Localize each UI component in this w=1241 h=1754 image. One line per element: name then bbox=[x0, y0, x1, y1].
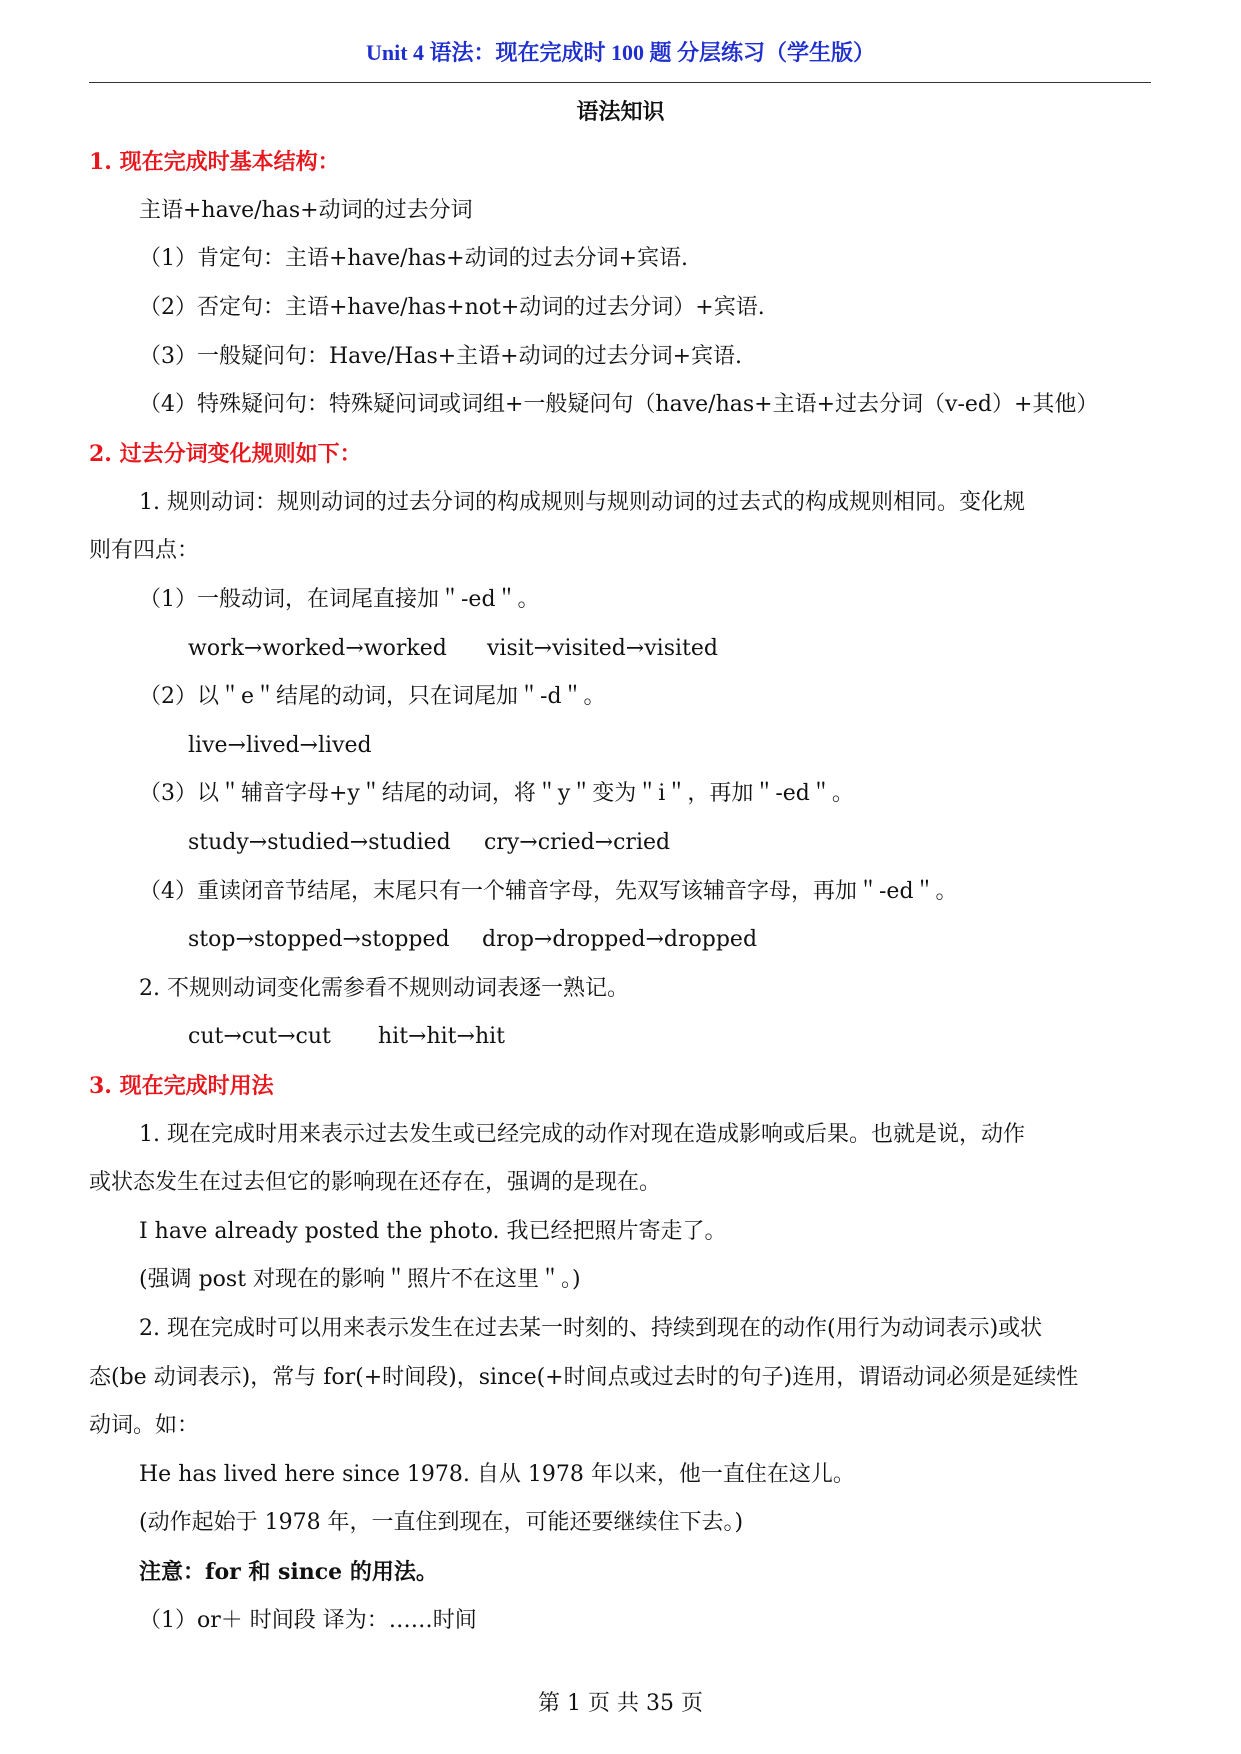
for-since-attention: 注意：for 和 since 的用法。 bbox=[139, 1559, 438, 1585]
irregular-example-2: hit→hit→hit bbox=[378, 1024, 506, 1049]
doc-title: 语法知识 bbox=[576, 99, 665, 125]
irregular-example-1: cut→cut→cut bbox=[188, 1024, 331, 1049]
section-2-heading: 2. 过去分词变化规则如下： bbox=[89, 441, 362, 467]
usage-1-note: (强调 post 对现在的影响＂照片不在这里＂。) bbox=[139, 1267, 581, 1292]
yes-no-question-rule: （3）一般疑问句：Have/Has+主语+动词的过去分词+宾语. bbox=[139, 344, 743, 369]
structure-formula: 主语+have/has+动词的过去分词 bbox=[139, 198, 473, 223]
affirmative-rule: （1）肯定句：主语+have/has+动词的过去分词+宾语. bbox=[139, 246, 689, 271]
usage-2-line3: 动词。如： bbox=[89, 1413, 200, 1438]
rule-4-example-2: drop→dropped→dropped bbox=[482, 927, 758, 952]
irregular-verbs-paragraph: 2. 不规则动词变化需参看不规则动词表逐一熟记。 bbox=[139, 976, 629, 1001]
header-divider bbox=[89, 82, 1151, 83]
rule-2-example-1: live→lived→lived bbox=[188, 733, 372, 758]
usage-2-line1: 2. 现在完成时可以用来表示发生在过去某一时刻的、持续到现在的动作(用行为动词表示)或状 bbox=[139, 1316, 1043, 1341]
rule-1: （1）一般动词，在词尾直接加＂-ed＂。 bbox=[139, 587, 540, 612]
regular-verbs-paragraph-line2: 则有四点： bbox=[89, 538, 200, 563]
for-usage-1: （1）or＋ 时间段 译为：……时间 bbox=[139, 1608, 477, 1633]
rule-2: （2）以＂e＂结尾的动词，只在词尾加＂-d＂。 bbox=[139, 684, 606, 709]
usage-2-note: (动作起始于 1978 年，一直住到现在，可能还要继续住下去。) bbox=[139, 1510, 744, 1535]
usage-1-line1: 1. 现在完成时用来表示过去发生或已经完成的动作对现在造成影响或后果。也就是说，动作 bbox=[139, 1122, 1025, 1147]
usage-2-example: He has lived here since 1978. 自从 1978 年以来，他一直住在这儿。 bbox=[139, 1462, 855, 1487]
rule-1-example-1: work→worked→worked bbox=[188, 636, 447, 661]
usage-1-example: I have already posted the photo. 我已经把照片寄走了。 bbox=[139, 1219, 727, 1244]
page-header-title: Unit 4 语法：现在完成时 100 题 分层练习（学生版） bbox=[365, 40, 876, 65]
section-3-heading: 3. 现在完成时用法 bbox=[89, 1073, 274, 1099]
usage-1-line2: 或状态发生在过去但它的影响现在还存在，强调的是现在。 bbox=[89, 1170, 662, 1195]
rule-3-example-1: study→studied→studied bbox=[188, 830, 451, 855]
section-1-heading: 1. 现在完成时基本结构： bbox=[89, 149, 340, 175]
rule-4: （4）重读闭音节结尾，末尾只有一个辅音字母，先双写该辅音字母，再加＂-ed＂。 bbox=[139, 879, 958, 904]
wh-question-rule: （4）特殊疑问句：特殊疑问词或词组+一般疑问句（have/has+主语+过去分词（v-ed）+其他） bbox=[139, 392, 1099, 417]
page-number-footer: 第 1 页 共 35 页 bbox=[538, 1691, 703, 1716]
rule-1-example-2: visit→visited→visited bbox=[487, 636, 718, 661]
rule-3-example-2: cry→cried→cried bbox=[484, 830, 671, 855]
rule-3: （3）以＂辅音字母+y＂结尾的动词，将＂y＂变为＂i＂，再加＂-ed＂。 bbox=[139, 781, 854, 806]
regular-verbs-paragraph-line1: 1. 规则动词：规则动词的过去分词的构成规则与规则动词的过去式的构成规则相同。变化规 bbox=[139, 490, 1025, 515]
rule-4-example-1: stop→stopped→stopped bbox=[188, 927, 450, 952]
negative-rule: （2）否定句：主语+have/has+not+动词的过去分词）+宾语. bbox=[139, 295, 765, 320]
usage-2-line2: 态(be 动词表示)，常与 for(+时间段)，since(+时间点或过去时的句子)连用，谓语动词必须是延续性 bbox=[89, 1365, 1079, 1390]
